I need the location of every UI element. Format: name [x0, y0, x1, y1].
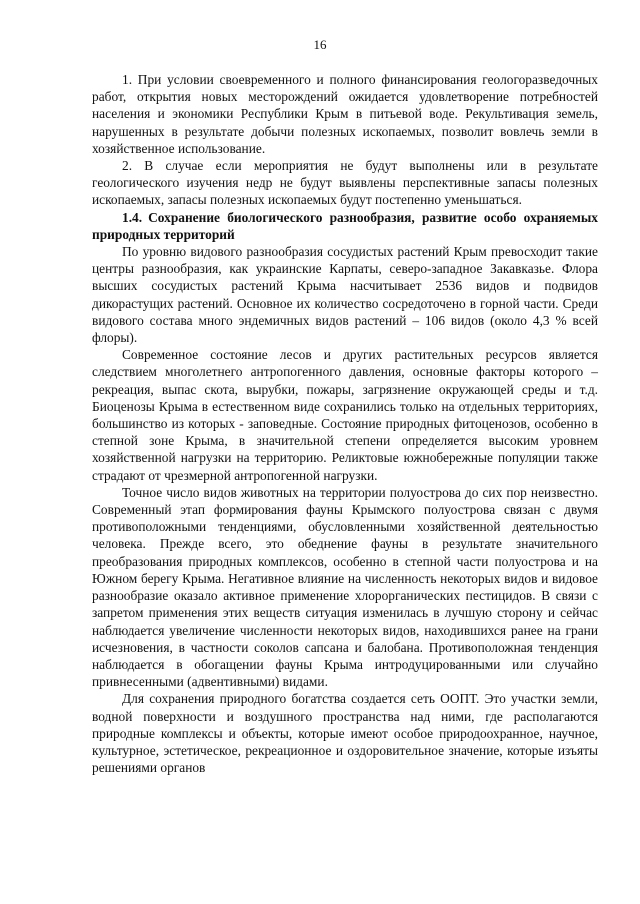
paragraph-flora-diversity: По уровню видового разнообразия сосудистых растений Крым превосходит такие центры разнообразия, как украинские Карпаты, северо-западное Закавказье. Флора высших сосудистых растений Крыма насчитывает 2536 видов и подвидов дикорастущих растений. Основное их количество сосредоточено в горной части. Среди видового состава много эндемичных видов растений – 106 видов (около 4,3 % всей флоры).: [92, 244, 598, 346]
page-number: 16: [313, 37, 327, 52]
section-number: 1.4.: [122, 209, 143, 225]
paragraph-funding-outcome: 1. При условии своевременного и полного финансирования геологоразведочных работ, открытия новых месторождений ожидается удовлетворение потребностей населения и экономики Республики Крым в питьевой воде. Рекультивация земель, нарушенных в результате добычи полезных ископаемых, позволит вовлечь земли в хозяйственное использование.: [92, 72, 598, 156]
paragraph-protected-areas: Для сохранения природного богатства создается сеть ООПТ. Это участки земли, водной поверхности и воздушного пространства над ними, где располагаются природные комплексы и объекты, которые имеют особое природоохранное, научное, культурное, эстетическое, рекреационное и оздоровительное значение, которые изъяты решениями органов: [92, 691, 598, 776]
section-heading: [92, 209, 598, 243]
paragraph-forest-state: Современное состояние лесов и других растительных ресурсов является следствием многолетнего антропогенного давления, основные факторы которого – рекреация, выпас скота, вырубки, пожары, загрязнение окружающей среды и т.д. Биоценозы Крыма в естественном виде сохранились только на отдельных территориях, большинство из которых - заповедные. Состояние природных фитоценозов, особенно в степной зоне Крыма, в значительной степени определяется высоким уровнем хозяйственной нагрузки на территорию. Реликтовые южнобережные популяции также страдают от чрезмерной антропогенной нагрузки.: [92, 347, 598, 483]
paragraph-fauna: Точное число видов животных на территории полуострова до сих пор неизвестно. Современный этап формирования фауны Крымского полуострова связан с двумя противоположными тенденциями, обусловленными хозяйственной деятельностью человека. Прежде всего, это обеднение фауны в результате значительного преобразования природных комплексов, особенно в степной части полуострова и на Южном берегу Крыма. Негативное влияние на численность некоторых видов и видовое разнообразие оказало активное применение хлорорганических пестицидов. В связи с запретом применения этих веществ ситуация изменилась в лучшую сторону и сейчас наблюдается увеличение численности некоторых видов, находившихся ранее на грани исчезновения, в частности соколов сапсана и балобана. Противоположная тенденция наблюдается в обогащении фауны Крыма интродуцированными или случайно привнесенными (адвентивными) видами.: [92, 484, 598, 690]
page-content: [92, 71, 598, 776]
paragraph-failure-outcome: 2. В случае если мероприятия не будут выполнены или в результате геологического изучения недр не будут выявлены перспективные запасы полезных ископаемых, запасы полезных ископаемых будут постепенно уменьшаться.: [92, 158, 598, 208]
section-title: Сохранение биологического разнообразия, развитие особо охраняемых природных территорий: [92, 209, 598, 242]
